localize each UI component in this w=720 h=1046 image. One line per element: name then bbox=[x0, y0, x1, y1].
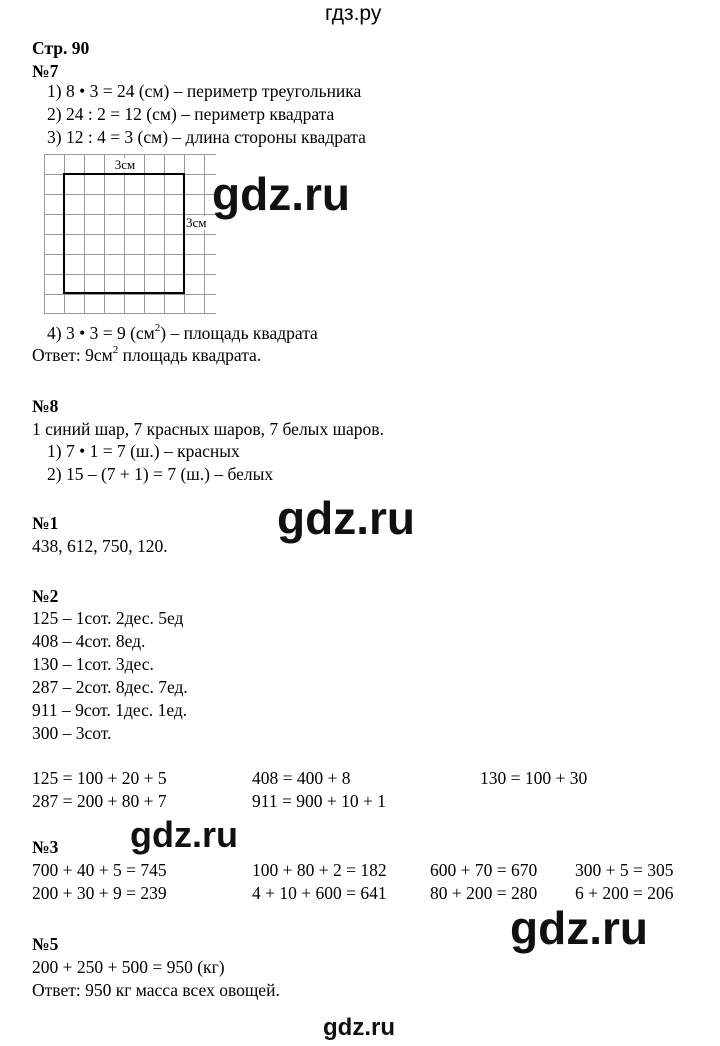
task3-title: №3 bbox=[32, 837, 59, 857]
task2-line: 408 – 4сот. 8ед. bbox=[32, 631, 146, 651]
task2-expansion: 130 = 100 + 30 bbox=[480, 768, 588, 788]
task2-expansion: 125 = 100 + 20 + 5 bbox=[32, 768, 167, 788]
right-side-label: 3см bbox=[186, 215, 207, 230]
task7-line3: 3) 12 : 4 = 3 (см) – длина стороны квадрата bbox=[47, 127, 366, 147]
task8-line2: 1) 7 • 1 = 7 (ш.) – красных bbox=[47, 441, 240, 461]
task2-expansion: 287 = 200 + 80 + 7 bbox=[32, 791, 167, 811]
task2-expansion: 911 = 900 + 10 + 1 bbox=[252, 791, 386, 811]
watermark: gdz.ru bbox=[277, 492, 415, 544]
task8-line3: 2) 15 – (7 + 1) = 7 (ш.) – белых bbox=[47, 464, 274, 484]
watermark: gdz.ru bbox=[212, 168, 350, 220]
task2-line: 300 – 3сот. bbox=[32, 723, 112, 743]
task8-line1: 1 синий шар, 7 красных шаров, 7 белых шаров. bbox=[32, 419, 384, 439]
task2-line: 130 – 1сот. 3дес. bbox=[32, 654, 154, 674]
task3-equation: 6 + 200 = 206 bbox=[575, 883, 674, 903]
footer-watermark: gdz.ru bbox=[323, 1014, 395, 1041]
task7-line2: 2) 24 : 2 = 12 (см) – периметр квадрата bbox=[47, 104, 335, 124]
task7-answer: Ответ: $9см^2$ площадь квадрата. bbox=[32, 344, 262, 365]
task3-equation: 80 + 200 = 280 bbox=[430, 883, 538, 903]
square-drawing bbox=[44, 154, 216, 314]
task7-line1: 1) 8 • 3 = 24 (см) – периметр треугольника bbox=[47, 81, 362, 101]
task8-title: №8 bbox=[32, 396, 59, 416]
task2-expansion: 408 = 400 + 8 bbox=[252, 768, 351, 788]
task5-title: №5 bbox=[32, 934, 59, 954]
task5-line1: 200 + 250 + 500 = 950 (кг) bbox=[32, 957, 225, 977]
task1-title: №1 bbox=[32, 513, 59, 533]
task7-title: №7 bbox=[32, 61, 59, 81]
task3-equation: 600 + 70 = 670 bbox=[430, 860, 538, 880]
task1-line1: 438, 612, 750, 120. bbox=[32, 536, 168, 556]
page-number: Стр. 90 bbox=[32, 38, 90, 58]
task7-line4: 4) 3 • 3 = 9 $(см^2)$ – площадь квадрата bbox=[47, 322, 318, 343]
top-side-label: 3см bbox=[114, 157, 136, 172]
task2-title: №2 bbox=[32, 586, 59, 606]
task3-equation: 100 + 80 + 2 = 182 bbox=[252, 860, 387, 880]
task2-line: 911 – 9сот. 1дес. 1ед. bbox=[32, 700, 188, 720]
site-header: гдз.ру bbox=[325, 2, 382, 25]
task2-line: 125 – 1сот. 2дес. 5ед bbox=[32, 608, 184, 628]
task5-answer: Ответ: 950 кг масса всех овощей. bbox=[32, 980, 280, 1000]
task2-line: 287 – 2сот. 8дес. 7ед. bbox=[32, 677, 188, 697]
task3-equation: 4 + 10 + 600 = 641 bbox=[252, 883, 387, 903]
watermark: gdz.ru bbox=[510, 902, 648, 954]
watermark: gdz.ru bbox=[130, 814, 238, 855]
task3-equation: 300 + 5 = 305 bbox=[575, 860, 674, 880]
task3-equation: 200 + 30 + 9 = 239 bbox=[32, 883, 167, 903]
task3-equation: 700 + 40 + 5 = 745 bbox=[32, 860, 167, 880]
